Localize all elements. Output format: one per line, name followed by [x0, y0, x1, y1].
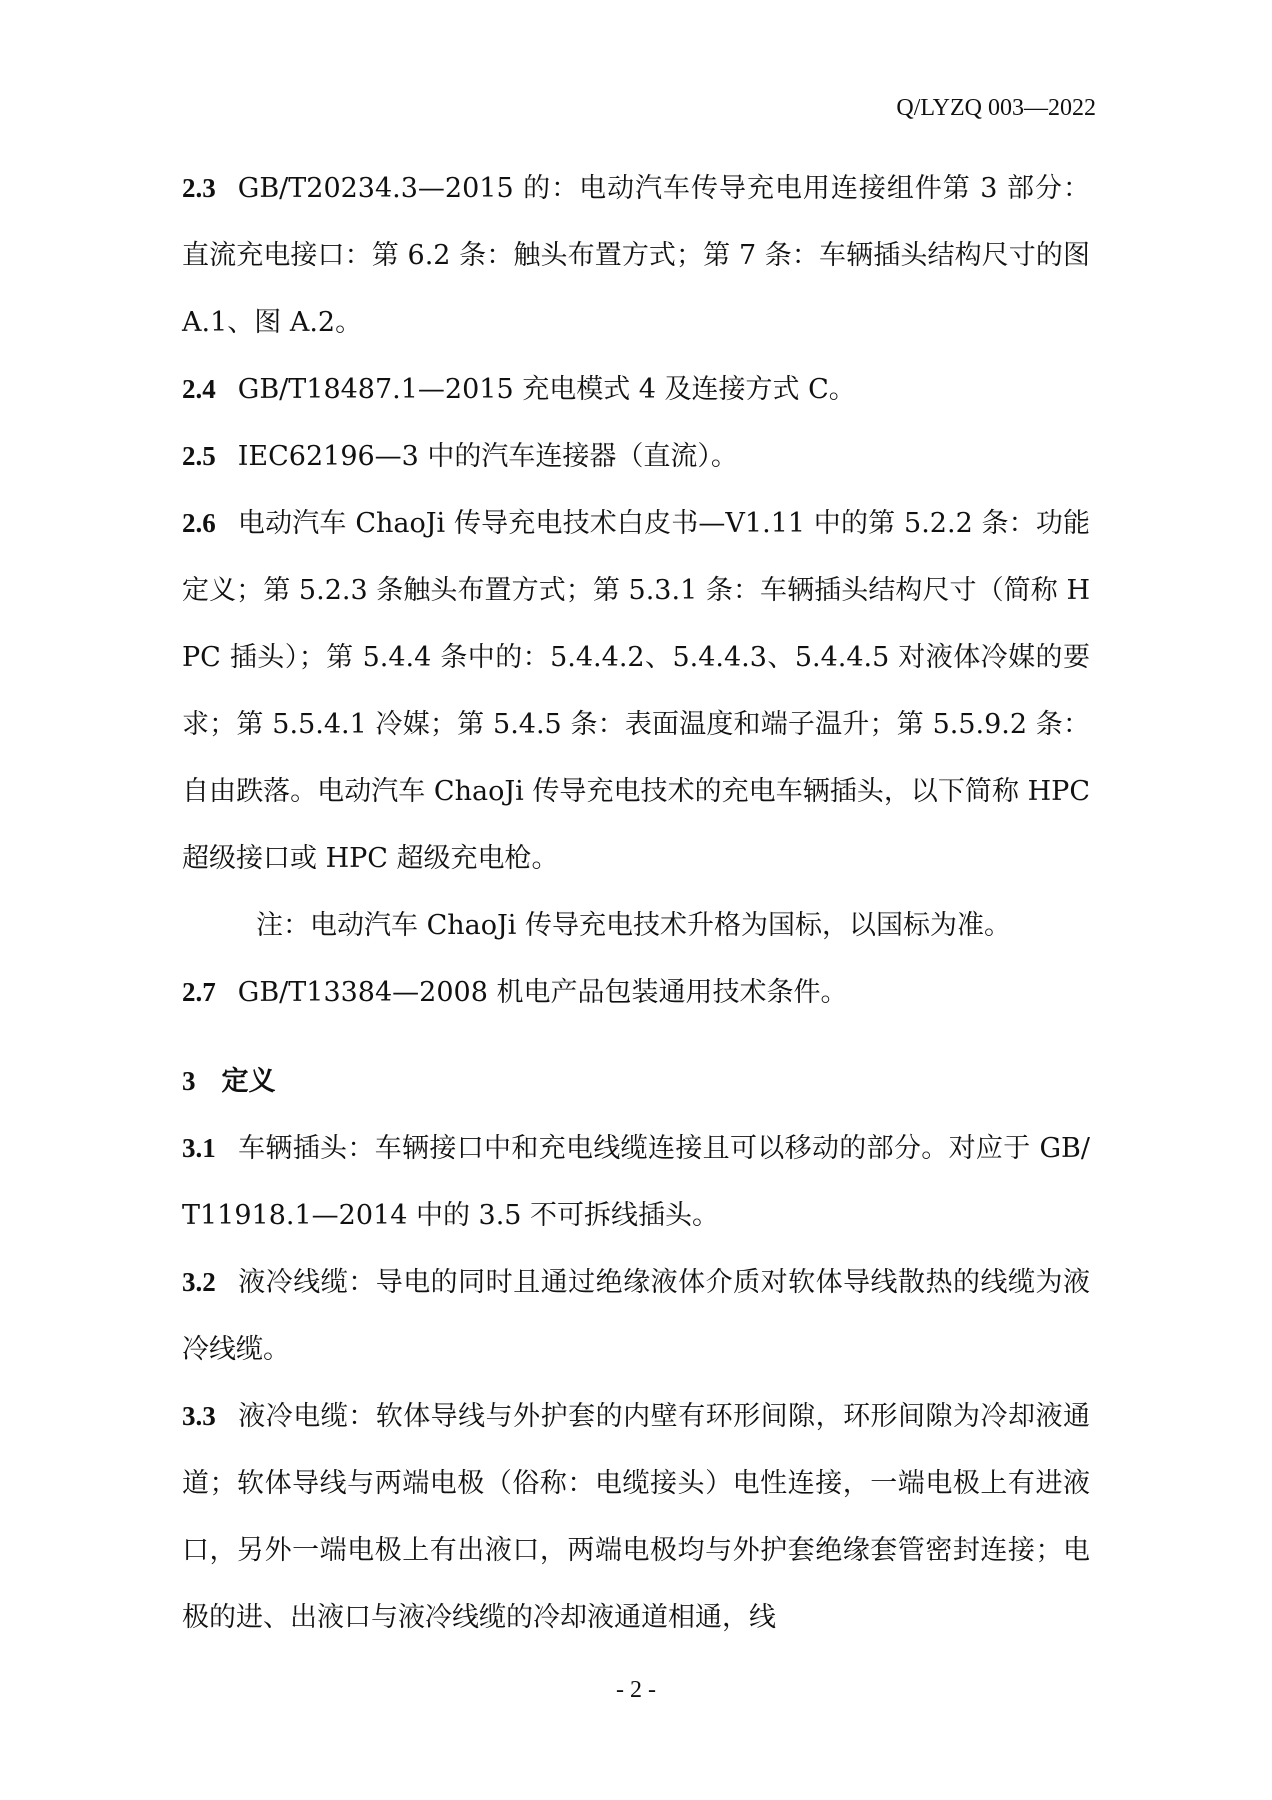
section-number: 3: [182, 1066, 196, 1096]
clause-text: 电动汽车 ChaoJi 传导充电技术白皮书—V1.11 中的第 5.2.2 条：功能定义；第 5.2.3 条触头布置方式；第 5.3.1 条：车辆插头结构尺寸（简称 HPC 插头）；第 5.4.4 条中的：5.4.4.2、5.4.4.3、5.4.4.5 对液体冷媒的要求；第 5.5.4.1 冷媒；第 5.4.5 条：表面温度和端子温升；第 5.5.9.2 条：自由跌落。电动汽车 ChaoJi 传导充电技术的充电车辆插头，以下简称 HPC 超级接口或 HPC 超级充电枪。: [182, 508, 1090, 874]
document-code: Q/LYZQ 003—2022: [896, 95, 1096, 121]
page-number: - 2 -: [616, 1677, 656, 1703]
clause-2-7: [182, 959, 1090, 1026]
clause-text: GB/T18487.1—2015 充电模式 4 及连接方式 C。: [237, 374, 856, 405]
clause-number: 2.4: [182, 374, 216, 404]
clause-text: GB/T20234.3—2015 的：电动汽车传导充电用连接组件第 3 部分：直流充电接口：第 6.2 条：触头布置方式；第 7 条：车辆插头结构尺寸的图 A.1、图 A.2。: [182, 173, 1090, 338]
clause-text: 液冷电缆：软体导线与外护套的内壁有环形间隙，环形间隙为冷却液通道；软体导线与两端电极（俗称：电缆接头）电性连接，一端电极上有进液口，另外一端电极上有出液口，两端电极均与外护套绝缘套管密封连接；电极的进、出液口与液冷线缆的冷却液通道相通，线: [182, 1401, 1090, 1633]
clause-number: 2.3: [182, 173, 216, 203]
clause-text: 液冷线缆：导电的同时且通过绝缘液体介质对软体导线散热的线缆为液冷线缆。: [182, 1267, 1090, 1365]
clause-number: 3.2: [182, 1267, 216, 1297]
clause-number: 3.1: [182, 1133, 216, 1163]
clause-number: 3.3: [182, 1401, 216, 1431]
clause-3-2: [182, 1249, 1090, 1383]
clause-3-1: [182, 1115, 1090, 1249]
clause-2-3: [182, 155, 1090, 356]
clause-number: 2.5: [182, 441, 216, 471]
clause-number: 2.6: [182, 508, 216, 538]
clause-number: 2.7: [182, 977, 216, 1007]
clause-3-3: [182, 1383, 1090, 1651]
section-title: 定义: [221, 1066, 276, 1097]
clause-2-5: [182, 423, 1090, 490]
note: 注：电动汽车 ChaoJi 传导充电技术升格为国标，以国标为准。: [256, 910, 1012, 941]
clause-text: 车辆插头：车辆接口中和充电线缆连接且可以移动的部分。对应于 GB/T11918.1—2014 中的 3.5 不可拆线插头。: [182, 1133, 1090, 1231]
clause-text: IEC62196—3 中的汽车连接器（直流）。: [237, 441, 738, 472]
clause-2-6: [182, 490, 1090, 892]
section-heading: [182, 1048, 1090, 1115]
document-body: [182, 155, 1090, 1651]
clause-text: GB/T13384—2008 机电产品包装通用技术条件。: [237, 977, 848, 1008]
clause-2-4: [182, 356, 1090, 423]
